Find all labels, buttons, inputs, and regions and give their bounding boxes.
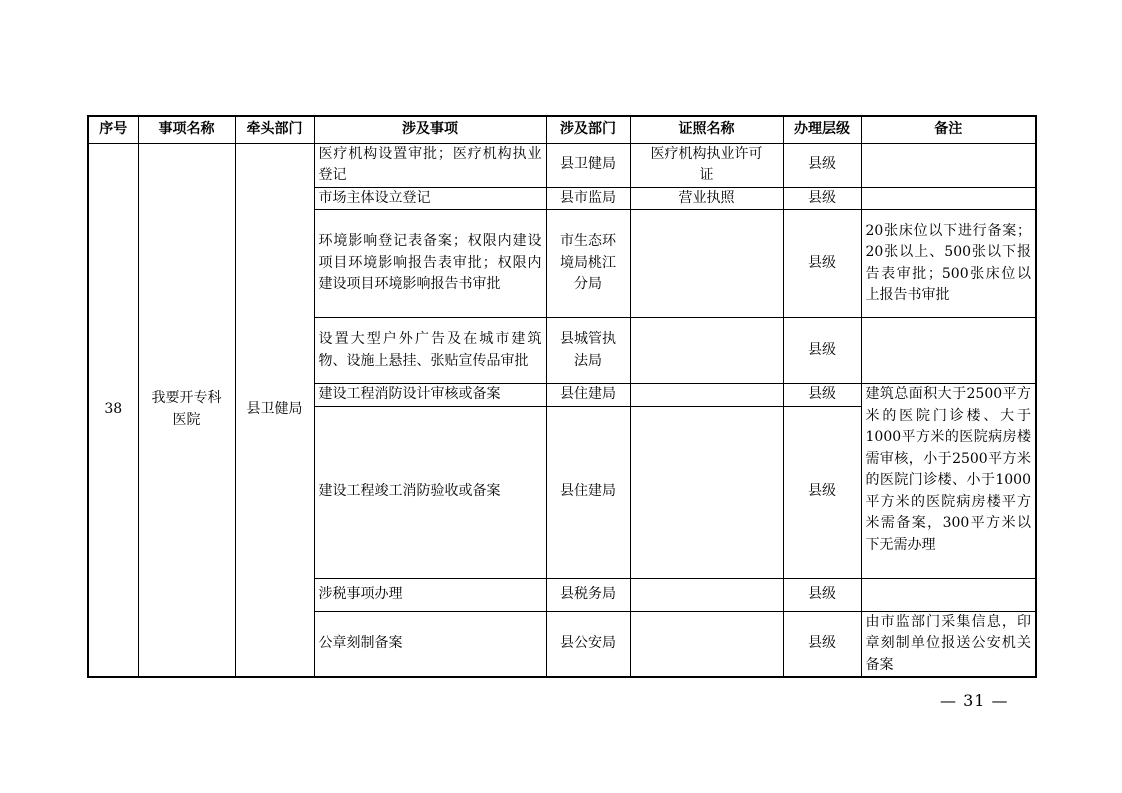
license-cell (630, 578, 783, 611)
dept-cell: 县卫健局 (546, 143, 630, 187)
matter-cell: 建设工程消防设计审核或备案 (314, 384, 546, 407)
license-cell: 医疗机构执业许可证 (630, 143, 783, 187)
license-cell (630, 210, 783, 318)
matter-cell: 涉税事项办理 (314, 578, 546, 611)
level-cell: 县级 (783, 210, 861, 318)
note-cell (861, 143, 1036, 187)
level-cell: 县级 (783, 384, 861, 407)
level-cell: 县级 (783, 611, 861, 677)
header-matter: 涉及事项 (314, 116, 546, 143)
note-cell (861, 187, 1036, 210)
matter-cell: 建设工程竣工消防验收或备案 (314, 406, 546, 578)
table-row (88, 143, 1036, 187)
level-cell: 县级 (783, 143, 861, 187)
note-cell: 建筑总面积大于2500平方米的医院门诊楼、大于1000平方米的医院病房楼需审核，小于2500平方米的医院门诊楼、小于1000平方米的医院病房楼平方米需备案，300平方米以下无需办理 (861, 384, 1036, 579)
seq-cell: 38 (88, 143, 138, 677)
header-note: 备注 (861, 116, 1036, 143)
approval-table (87, 115, 1037, 678)
item-name-cell: 我要开专科医院 (138, 143, 235, 677)
dept-cell: 县城管执法局 (546, 318, 630, 384)
matter-cell: 医疗机构设置审批；医疗机构执业登记 (314, 143, 546, 187)
level-cell: 县级 (783, 578, 861, 611)
header-dept: 涉及部门 (546, 116, 630, 143)
header-item-name: 事项名称 (138, 116, 235, 143)
dept-cell: 县住建局 (546, 406, 630, 578)
matter-cell: 市场主体设立登记 (314, 187, 546, 210)
lead-dept-cell: 县卫健局 (235, 143, 314, 677)
note-cell (861, 318, 1036, 384)
level-cell: 县级 (783, 406, 861, 578)
dept-cell: 县市监局 (546, 187, 630, 210)
matter-cell: 环境影响登记表备案；权限内建设项目环境影响报告表审批；权限内建设项目环境影响报告书审批 (314, 210, 546, 318)
dept-cell: 县住建局 (546, 384, 630, 407)
license-cell (630, 318, 783, 384)
header-lead-dept: 牵头部门 (235, 116, 314, 143)
header-level: 办理层级 (783, 116, 861, 143)
dept-cell: 市生态环境局桃江分局 (546, 210, 630, 318)
note-cell (861, 578, 1036, 611)
note-cell: 20张床位以下进行备案；20张以上、500张以下报告表审批；500张床位以上报告书审批 (861, 210, 1036, 318)
page-number: — 31 — (940, 691, 1009, 710)
header-seq: 序号 (88, 116, 138, 143)
header-row (88, 116, 1036, 143)
dept-cell: 县公安局 (546, 611, 630, 677)
license-cell (630, 384, 783, 407)
license-cell (630, 611, 783, 677)
license-cell (630, 406, 783, 578)
note-cell: 由市监部门采集信息，印章刻制单位报送公安机关备案 (861, 611, 1036, 677)
matter-cell: 设置大型户外广告及在城市建筑物、设施上悬挂、张贴宣传品审批 (314, 318, 546, 384)
level-cell: 县级 (783, 318, 861, 384)
matter-cell: 公章刻制备案 (314, 611, 546, 677)
level-cell: 县级 (783, 187, 861, 210)
dept-cell: 县税务局 (546, 578, 630, 611)
header-license: 证照名称 (630, 116, 783, 143)
license-cell: 营业执照 (630, 187, 783, 210)
